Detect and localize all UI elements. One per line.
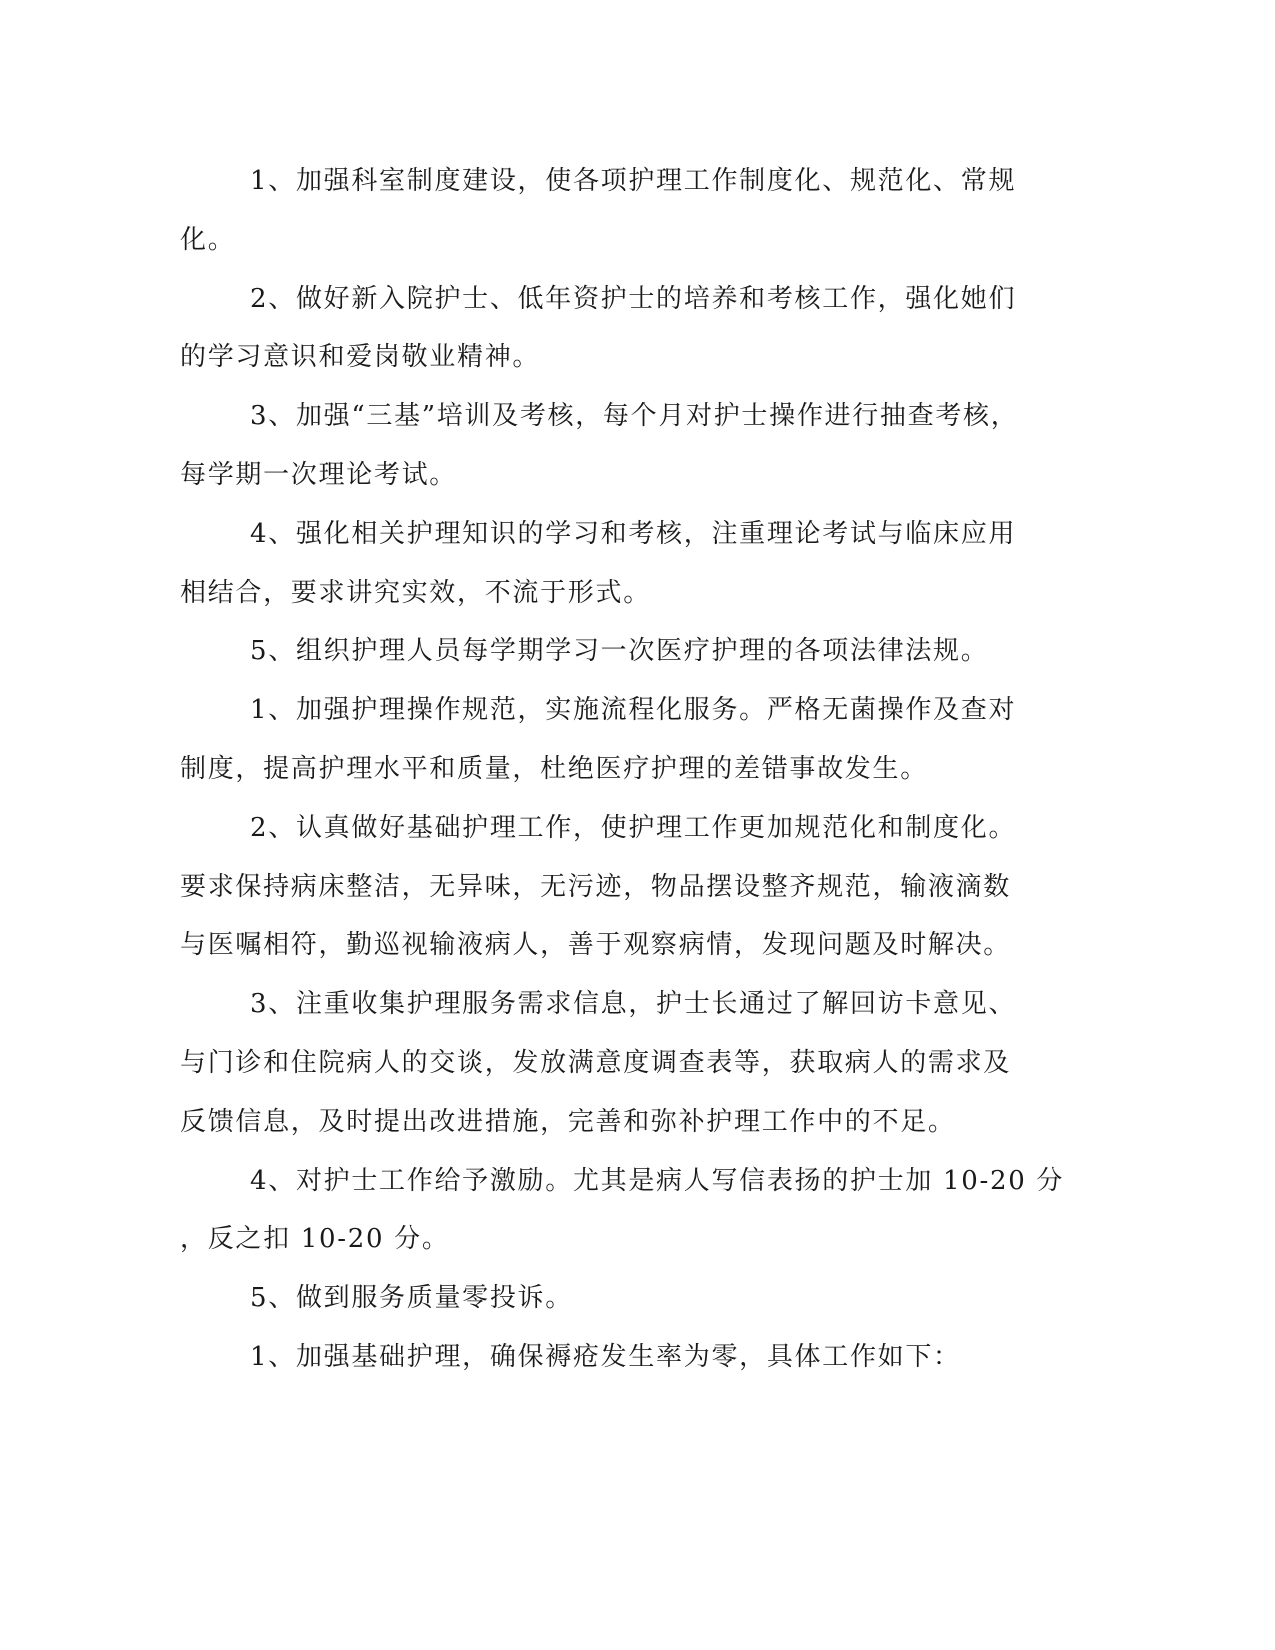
paragraph (180, 622, 1180, 681)
text-line: 1、加强护理操作规范，实施流程化服务。严格无菌操作及查对 (250, 695, 1017, 726)
text-line: 要求保持病床整洁，无异味，无污迹，物品摆设整齐规范，输液滴数 (180, 871, 1012, 902)
text-line: ，反之扣 10-20 分。 (180, 1224, 450, 1255)
paragraph (180, 152, 1180, 270)
paragraph (180, 1269, 1180, 1328)
text-line: 反馈信息，及时提出改进措施，完善和弥补护理工作中的不足。 (180, 1106, 956, 1137)
text-line: 3、注重收集护理服务需求信息，护士长通过了解回访卡意见、 (250, 989, 1017, 1020)
paragraph (180, 681, 1180, 799)
document-body (180, 152, 1180, 1387)
text-line: 1、加强基础护理，确保褥疮发生率为零，具体工作如下： (250, 1341, 961, 1372)
text-line: 的学习意识和爱岗敬业精神。 (180, 342, 541, 373)
paragraph (180, 799, 1180, 975)
text-line: 3、加强“三基”培训及考核，每个月对护士操作进行抽查考核， (250, 401, 1019, 432)
paragraph (180, 270, 1180, 388)
paragraph (180, 1152, 1180, 1270)
text-line: 制度，提高护理水平和质量，杜绝医疗护理的差错事故发生。 (180, 753, 928, 784)
text-line: 4、对护士工作给予激励。尤其是病人写信表扬的护士加 10-20 分 (250, 1165, 1065, 1196)
text-line: 4、强化相关护理知识的学习和考核，注重理论考试与临床应用 (250, 518, 1017, 549)
text-line: 每学期一次理论考试。 (180, 459, 458, 490)
text-line: 2、认真做好基础护理工作，使护理工作更加规范化和制度化。 (250, 812, 1017, 843)
text-line: 与门诊和住院病人的交谈，发放满意度调查表等，获取病人的需求及 (180, 1047, 1012, 1078)
paragraph (180, 975, 1180, 1151)
paragraph (180, 1328, 1180, 1387)
paragraph (180, 387, 1180, 505)
text-line: 相结合，要求讲究实效，不流于形式。 (180, 577, 651, 608)
text-line: 5、组织护理人员每学期学习一次医疗护理的各项法律法规。 (250, 636, 989, 667)
paragraph (180, 505, 1180, 623)
text-line: 化。 (180, 224, 236, 255)
text-line: 2、做好新入院护士、低年资护士的培养和考核工作，强化她们 (250, 283, 1017, 314)
text-line: 5、做到服务质量零投诉。 (250, 1283, 573, 1314)
text-line: 1、加强科室制度建设，使各项护理工作制度化、规范化、常规 (250, 166, 1017, 196)
text-line: 与医嘱相符，勤巡视输液病人，善于观察病情，发现问题及时解决。 (180, 930, 1012, 961)
